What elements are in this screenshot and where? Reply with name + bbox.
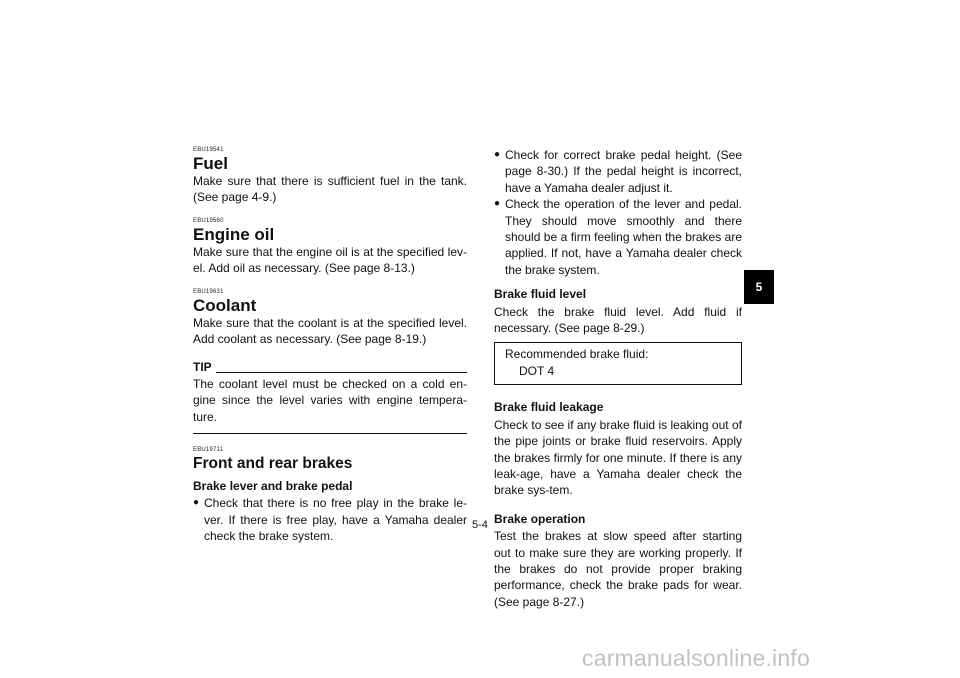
fluid-level-heading: Brake fluid level: [494, 287, 587, 302]
tip-end-rule: [193, 432, 467, 434]
coolant-code: EBU19631: [193, 288, 224, 295]
chapter-tab: 5: [744, 270, 774, 304]
engine-oil-text: Make sure that the engine oil is at the specified lev-el. Add oil as necessary. (See page 8-13.): [193, 244, 467, 276]
engine-oil-section: [193, 218, 467, 277]
brakes-section: [193, 447, 467, 545]
brakes-heading: Front and rear brakes: [193, 455, 353, 473]
watermark: carmanualsonline.info: [582, 645, 810, 671]
bullet-icon: ●: [494, 149, 501, 160]
fuel-text: Make sure that there is sufficient fuel in the tank. (See page 4-9.): [193, 174, 467, 205]
fluid-leakage-text: Check to see if any brake fluid is leaking out of the pipe joints or brake fluid reservoirs. Apply the brakes firmly for one minute. If there is any leak-age, have a Yamaha dealer check the brake sys-tem.: [494, 417, 742, 498]
list-item: [494, 196, 742, 278]
engine-oil-code: EBU19560: [193, 217, 224, 224]
brake-lever-bullet-text: Check that there is no free play in the brake le-ver. If there is free play, have a Yamaha dealer check the brake system.: [204, 496, 467, 544]
bullet-icon: ●: [193, 497, 200, 509]
pedal-height-bullet-text: Check for correct brake pedal height. (See page 8-30.) If the pedal height is incorrect, have a Yamaha dealer adjust it.: [505, 148, 742, 195]
list-item: [494, 147, 742, 196]
fuel-section: [193, 147, 467, 206]
lever-operation-bullet-text: Check the operation of the lever and pedal. They should move smoothly and there should be a firm feeling when the brakes are applied. If not, have a Yamaha dealer check the brake system.: [505, 197, 742, 277]
recommended-fluid-label: Recommended brake fluid:: [505, 347, 649, 362]
engine-oil-heading: Engine oil: [193, 224, 275, 244]
fluid-leakage-section: [494, 399, 742, 498]
left-column: [193, 147, 467, 545]
right-column: [494, 147, 742, 610]
fuel-code: EBU19541: [193, 147, 224, 153]
tip-box: [193, 359, 467, 434]
tip-text: The coolant level must be checked on a cold en-gine since the level varies with engine tempera-ture.: [193, 376, 467, 424]
recommended-fluid-value: DOT 4: [519, 363, 555, 378]
bullet-icon: ●: [494, 198, 501, 210]
brake-lever-subheading: Brake lever and brake pedal: [193, 479, 353, 494]
list-item: [193, 495, 467, 544]
recommended-fluid-box: [494, 342, 742, 385]
fuel-heading: Fuel: [193, 154, 228, 173]
coolant-heading: Coolant: [193, 295, 257, 315]
brake-operation-text: Test the brakes at slow speed after starting out to make sure they are working properly. If the brakes do not provide proper braking performance, check the brake pads for wear. (See page 8-27.): [494, 529, 742, 609]
fluid-leakage-heading: Brake fluid leakage: [494, 400, 604, 415]
coolant-text: Make sure that the coolant is at the specified level. Add coolant as necessary. (See page 8-19.): [193, 315, 467, 347]
tip-rule: [216, 371, 467, 373]
brakes-code: EBU19711: [193, 447, 224, 454]
page-number: 5-4: [472, 519, 488, 531]
tip-label: TIP: [193, 360, 212, 375]
fluid-level-section: [494, 286, 742, 336]
coolant-section: [193, 289, 467, 348]
brake-operation-section: [494, 511, 742, 610]
fluid-level-text: Check the brake fluid level. Add fluid if necessary. (See page 8-29.): [494, 304, 742, 336]
brake-operation-heading: Brake operation: [494, 511, 586, 526]
